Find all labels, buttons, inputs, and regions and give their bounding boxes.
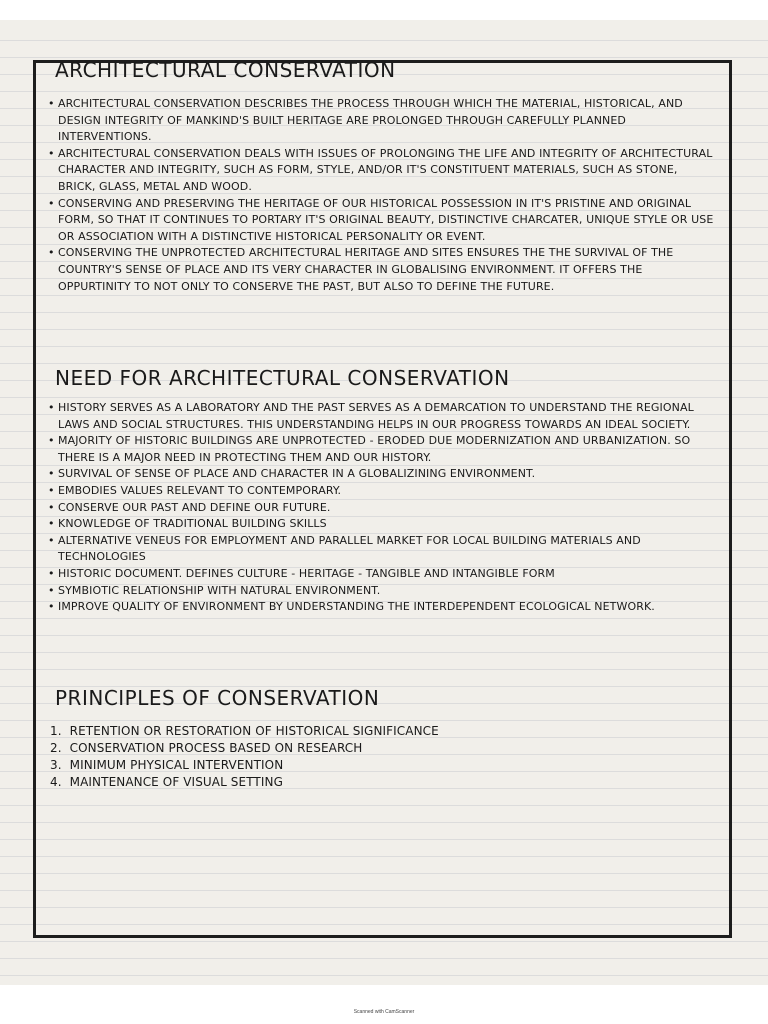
- list-item: • CONSERVING THE UNPROTECTED ARCHITECTURAL HERITAGE AND SITES ENSURES THE THE SURVIVAL OF THE COUNTRY'S SENSE OF PLACE AND ITS VERY CHARACTER IN GLOBALISING ENVIRONMENT. IT OFFERS THE OPPURTINITY TO NOT ONLY TO CONSERVE THE PAST, BUT ALSO TO DEFINE THE FUTURE.: [50, 245, 715, 295]
- list-item: [50, 774, 715, 791]
- section-heading-architectural-conservation: ARCHITECTURAL CONSERVATION: [55, 58, 396, 82]
- list-item: • CONSERVE OUR PAST AND DEFINE OUR FUTURE.: [50, 500, 715, 517]
- item-text: CONSERVATION PROCESS BASED ON RESEARCH: [69, 741, 363, 755]
- list-item: • ARCHITECTURAL CONSERVATION DESCRIBES THE PROCESS THROUGH WHICH THE MATERIAL, HISTORICAL, AND DESIGN INTEGRITY OF MANKIND'S BUILT HERITAGE ARE PROLONGED THROUGH CAREFULLY PLANNED INTERVENTIONS.: [50, 96, 715, 146]
- list-item: • SYMBIOTIC RELATIONSHIP WITH NATURAL ENVIRONMENT.: [50, 583, 715, 600]
- section-heading-principles-of-conservation: PRINCIPLES OF CONSERVATION: [55, 686, 380, 710]
- list-item: • IMPROVE QUALITY OF ENVIRONMENT BY UNDERSTANDING THE INTERDEPENDENT ECOLOGICAL NETWORK.: [50, 599, 715, 616]
- list-item: • KNOWLEDGE OF TRADITIONAL BUILDING SKILLS: [50, 516, 715, 533]
- list-item: • HISTORIC DOCUMENT. DEFINES CULTURE - HERITAGE - TANGIBLE AND INTANGIBLE FORM: [50, 566, 715, 583]
- list-item: • MAJORITY OF HISTORIC BUILDINGS ARE UNPROTECTED - ERODED DUE MODERNIZATION AND URBANIZATION. SO THERE IS A MAJOR NEED IN PROTECTING THEM AND OUR HISTORY.: [50, 433, 715, 466]
- list-item: • SURVIVAL OF SENSE OF PLACE AND CHARACTER IN A GLOBALIZINING ENVIRONMENT.: [50, 466, 715, 483]
- item-number: 1.: [50, 724, 62, 738]
- principles-list: [50, 723, 715, 791]
- list-item: [50, 723, 715, 740]
- item-text: RETENTION OR RESTORATION OF HISTORICAL SIGNIFICANCE: [69, 724, 439, 738]
- list-item: [50, 757, 715, 774]
- list-item: • CONSERVING AND PRESERVING THE HERITAGE OF OUR HISTORICAL POSSESSION IN IT'S PRISTINE AND ORIGINAL FORM, SO THAT IT CONTINUES TO PORTARY IT'S ORIGINAL BEAUTY, DISTINCTIVE CHARCATER, UNIQUE STYLE OR USE OR ASSOCIATION WITH A DISTINCTIVE HISTORICAL PERSONALITY OR EVENT.: [50, 196, 715, 246]
- list-item: • ALTERNATIVE VENEUS FOR EMPLOYMENT AND PARALLEL MARKET FOR LOCAL BUILDING MATERIALS AND TECHNOLOGIES: [50, 533, 715, 566]
- architectural-conservation-list: [50, 96, 715, 295]
- list-item: • EMBODIES VALUES RELEVANT TO CONTEMPORARY.: [50, 483, 715, 500]
- scanner-watermark: Scanned with CamScanner: [353, 1009, 415, 1015]
- notebook-page: [0, 20, 768, 985]
- list-item: • ARCHITECTURAL CONSERVATION DEALS WITH ISSUES OF PROLONGING THE LIFE AND INTEGRITY OF ARCHITECTURAL CHARACTER AND INTEGRITY, SUCH AS FORM, STYLE, AND/OR IT'S CONSTITUENT MATERIALS, SUCH AS STONE, BRICK, GLASS, METAL AND WOOD.: [50, 146, 715, 196]
- item-text: MINIMUM PHYSICAL INTERVENTION: [69, 758, 284, 772]
- item-text: MAINTENANCE OF VISUAL SETTING: [69, 775, 283, 789]
- item-number: 4.: [50, 775, 62, 789]
- item-number: 2.: [50, 741, 62, 755]
- section-heading-need-for-conservation: NEED FOR ARCHITECTURAL CONSERVATION: [55, 366, 510, 390]
- item-number: 3.: [50, 758, 62, 772]
- need-for-conservation-list: [50, 400, 715, 616]
- list-item: [50, 740, 715, 757]
- list-item: • HISTORY SERVES AS A LABORATORY AND THE PAST SERVES AS A DEMARCATION TO UNDERSTAND THE REGIONAL LAWS AND SOCIAL STRUCTURES. THIS UNDERSTANDING HELPS IN OUR PROGRESS TOWARDS AN IDEAL SOCIETY.: [50, 400, 715, 433]
